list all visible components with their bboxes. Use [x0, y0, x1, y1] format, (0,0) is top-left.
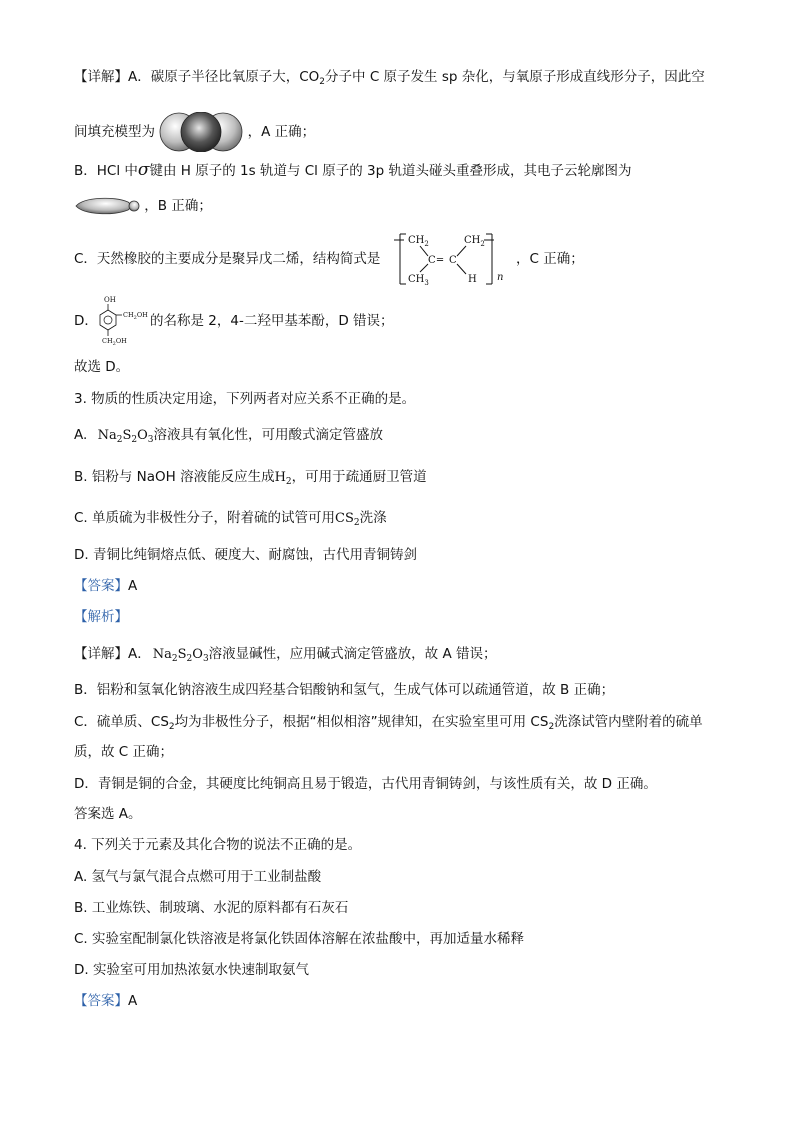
- q3-detail-d: D．青铜是铜的合金，其硬度比纯铜高且易于锻造，古代用青铜铸剑，与该性质有关，故 D 正确。: [74, 776, 657, 792]
- polyisoprene-structural-formula: [394, 232, 516, 288]
- prev-conclusion: 故选 D。: [74, 359, 130, 375]
- n-subscript: n: [497, 272, 504, 283]
- q4-option-c: C. 实验室配制氯化铁溶液是将氯化铁固体溶解在浓盐酸中，再加适量水稀释: [74, 931, 525, 947]
- h2-formula: $H_2$: [274, 470, 292, 487]
- q3-detail-a: 【详解】A． $Na_2S_2O_3$溶液显碱性，应用碱式滴定管盛放，故 A 错误；: [74, 646, 497, 664]
- na2s2o3-formula: $Na_2S_2O_3$: [97, 428, 154, 445]
- q3-detail-c-line2: 质，故 C 正确；: [74, 744, 174, 760]
- ch2oh-right: $CH_2OH$: [123, 311, 148, 321]
- ch2-left: $CH_2$: [408, 235, 429, 248]
- q3-option-c: C. 单质硫为非极性分子，附着硫的试管可用$CS_2$洗涤: [74, 510, 387, 528]
- q3-answer: 【答案】A: [74, 578, 138, 594]
- q3-detail-c-line1: C．硫单质、$CS_2$均为非极性分子，根据“相似相溶”规律知，在实验室里可用 $CS_2$洗涤试管内壁附着的硫单: [74, 714, 703, 732]
- q3-option-d: D. 青铜比纯铜熔点低、硬度大、耐腐蚀，古代用青铜铸剑: [74, 547, 417, 563]
- c2: C: [449, 255, 457, 266]
- answer-tag: 【答案】: [74, 578, 128, 594]
- double-bond: ═: [437, 255, 444, 266]
- q3-detail-b: B．铝粉和氢氧化钠溶液生成四羟基合铝酸钠和氢气，生成气体可以疏通管道，故 B 正确；: [74, 682, 615, 698]
- detail-tag: 【详解】: [74, 69, 128, 85]
- q4-option-a: A. 氢气与氯气混合点燃可用于工业制盐酸: [74, 869, 322, 885]
- q3-option-a: A. $Na_2S_2O_3$溶液具有氧化性，可用酸式滴定管盛放: [74, 427, 384, 445]
- q4-stem: 4. 下列关于元素及其化合物的说法不正确的是。: [74, 837, 362, 853]
- ch3: $CH_3$: [408, 274, 429, 287]
- oh-label: OH: [104, 296, 116, 304]
- prev-detail-b-line1: B．HCl 中σ键由 H 原子的 1s 轨道与 Cl 原子的 3p 轨道头碰头重叠形成，其电子云轮廓图为: [74, 160, 632, 180]
- co2-space-filling-model-image: [159, 112, 243, 152]
- q4-answer: 【答案】A: [74, 993, 138, 1009]
- q3-analysis-tag: 【解析】: [74, 609, 128, 625]
- q4-option-b: B. 工业炼铁、制玻璃、水泥的原料都有石灰石: [74, 900, 349, 916]
- q4-option-d: D. 实验室可用加热浓氨水快速制取氨气: [74, 962, 309, 978]
- electron-cloud-outline-image: [74, 194, 140, 218]
- prev-detail-b-line2: ，B 正确；: [74, 193, 212, 219]
- c1: C: [428, 255, 436, 266]
- q3-stem: 3. 物质的性质决定用途，下列两者对应关系不正确的是。: [74, 391, 416, 407]
- prev-detail-a-line1: 【详解】A．碳原子半径比氧原子大，$CO_2$分子中 C 原子发生 sp 杂化，与氧原子形成直线形分子，因此空: [74, 69, 705, 87]
- answer-tag: 【答案】: [74, 993, 128, 1009]
- h-atom: H: [468, 274, 477, 285]
- q3-option-b: B. 铝粉与 NaOH 溶液能反应生成$H_2$，可用于疏通厨卫管道: [74, 469, 427, 487]
- q3-conclusion: 答案选 A。: [74, 806, 142, 822]
- ch2-right: $CH_2$: [464, 235, 485, 248]
- ch2oh-bottom: $CH_2OH$: [102, 337, 127, 346]
- prev-detail-a-line2: 间填充模型为 ，A 正确；: [74, 112, 315, 140]
- cs2-formula: $CS_2$: [335, 511, 360, 528]
- dihydroxymethyl-phenol-structure: [94, 294, 154, 346]
